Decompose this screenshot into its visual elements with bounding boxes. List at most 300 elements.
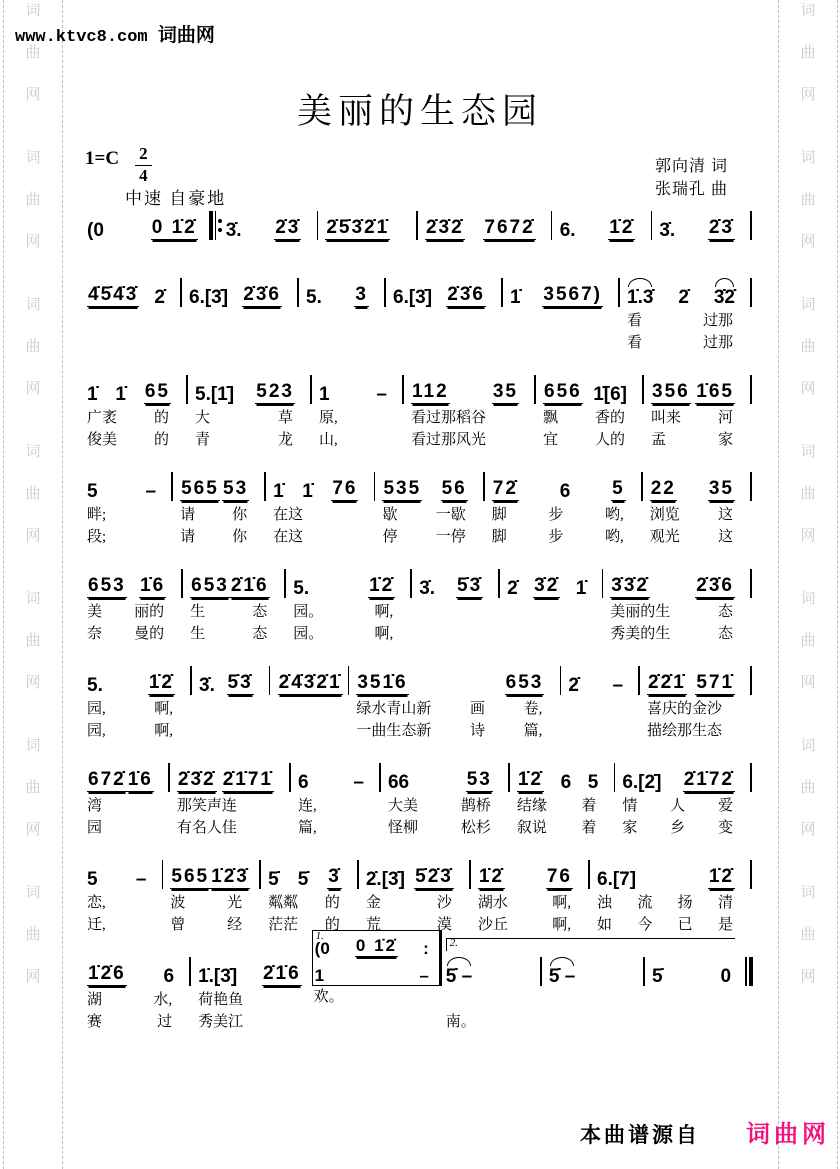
barline (374, 758, 386, 794)
notes-row (271, 467, 368, 504)
measure (650, 952, 741, 1033)
note-group: 7672̇ (484, 217, 535, 238)
barline-stroke (745, 957, 747, 986)
watermark-char: 网 (25, 822, 41, 838)
note-group: 1̇[6] (593, 384, 627, 405)
note-group: 1 (314, 966, 325, 985)
notes-row (224, 206, 312, 243)
lyric-syllable: 经 (227, 917, 243, 933)
notes-row (313, 931, 439, 958)
lyric-syllable: 如 (597, 917, 613, 933)
note-group: 2̇1̇6 (230, 575, 269, 596)
barline (411, 206, 423, 242)
barline (368, 467, 380, 503)
note-group: 1̇ (510, 287, 521, 308)
lyric-line (508, 310, 613, 332)
note-group: 1̇2̇ (148, 672, 174, 693)
notes-row (85, 564, 176, 601)
note-group: 5̇ – (445, 966, 473, 987)
barline-stroke (259, 860, 261, 889)
notes-row (323, 206, 411, 243)
note-group: 6.[7] (597, 869, 637, 890)
lyric-syllable: 已 (677, 917, 693, 933)
watermark-char: 词 (800, 738, 816, 754)
notes-row (444, 952, 535, 989)
watermark-char: 网 (800, 87, 816, 103)
system-row (85, 370, 757, 451)
second-ending-measures (444, 952, 741, 1033)
measure (296, 758, 374, 839)
note-group: 571̇ (696, 672, 735, 693)
note-group: – (419, 966, 429, 985)
barline-stroke (588, 860, 590, 889)
note-group: 66 (387, 772, 410, 793)
measure (490, 467, 636, 548)
lyric-line (386, 817, 503, 839)
lyric-syllable: 荒 (365, 917, 381, 933)
barline-stroke (189, 957, 191, 986)
lyric-line (197, 720, 264, 742)
watermark-char: 网 (800, 528, 816, 544)
barline (405, 564, 417, 600)
watermark-char: 词 (800, 444, 816, 460)
barline-stroke (181, 569, 183, 598)
barline-stroke (469, 860, 471, 889)
lyric-line (168, 914, 254, 936)
notes-row (196, 952, 312, 989)
watermark-char: 词 (800, 150, 816, 166)
barline (156, 855, 168, 891)
system-row (85, 930, 757, 1033)
barline-stroke (643, 957, 645, 986)
measure (196, 952, 312, 1033)
barline (638, 952, 650, 988)
lyric-syllable: 态 (252, 604, 268, 620)
barline (637, 370, 649, 406)
brand-name: 词曲网 (746, 1121, 830, 1148)
first-ending (312, 930, 444, 1030)
key-label: 1=C (85, 148, 120, 169)
watermark-char: 曲 (25, 927, 41, 943)
lyric-syllable: 生 (190, 604, 206, 620)
lyric-syllable: 看 (627, 335, 643, 351)
lyric-line (85, 720, 185, 742)
measure (85, 206, 208, 243)
measure (649, 370, 745, 451)
note-group: 2̇ (568, 675, 579, 696)
lyric-syllable: 湖水 (477, 895, 508, 911)
lyric-line (417, 601, 493, 623)
note-group: 2̇1̇72̇ (683, 769, 734, 790)
lyric-line (175, 795, 284, 817)
barline-stroke (651, 211, 653, 240)
barline-stroke (379, 763, 381, 792)
watermark-char: 曲 (800, 45, 816, 61)
lyric-syllable: 篇, (298, 820, 317, 836)
lyric-syllable: 广袤 (87, 410, 118, 426)
note-group: 1̇65 (696, 381, 734, 402)
barline (184, 952, 196, 988)
lyric-syllable: 飘 (543, 410, 559, 426)
watermark-char: 网 (25, 969, 41, 985)
lyric-syllable: 畔; (87, 507, 107, 523)
barline-stroke (416, 211, 418, 240)
tempo-marking: 中速 自豪地 (125, 189, 227, 208)
notes-row (380, 467, 477, 504)
notes-row (276, 661, 343, 698)
notes-row (85, 206, 208, 243)
lyric-line (85, 429, 181, 451)
note-group: 5 (587, 772, 599, 793)
lyric-syllable: 结缘 (516, 798, 547, 814)
barline (529, 370, 541, 406)
watermark-char: 词 (25, 738, 41, 754)
volta-number: 2. (449, 937, 459, 949)
lyricist-credit: 郭向清 词 (654, 158, 728, 175)
note-group: 1̇2̇ (478, 866, 504, 887)
lyric-line (566, 720, 633, 742)
note-group: – (376, 384, 387, 405)
system-row (85, 661, 757, 742)
measure (276, 661, 343, 742)
lyric-syllable: 鹊桥 (460, 798, 491, 814)
note-group: 2̇ (507, 578, 518, 599)
barline (503, 758, 515, 794)
lyric-syllable: 青 (195, 432, 211, 448)
note-group: 653 (191, 575, 229, 596)
barline (279, 564, 291, 600)
lyric-line (193, 407, 305, 429)
barline (546, 206, 558, 242)
note-group: 2̇3̇ (275, 217, 301, 238)
song-title: 美丽的生态园 (296, 92, 543, 131)
lyric-line (595, 892, 745, 914)
lyric-line (645, 720, 745, 742)
note-group: 0 1̇2̇ (355, 936, 397, 955)
barline-stroke (750, 375, 752, 404)
lyric-syllable: 啊, (374, 626, 394, 642)
note-group: 5 (87, 869, 98, 890)
measure (648, 467, 745, 548)
lyric-line (312, 986, 444, 1008)
measure (444, 952, 535, 1033)
measure (364, 855, 464, 936)
lyric-syllable: 光 (227, 895, 243, 911)
note-group: 3̇. (659, 220, 676, 241)
barline (284, 758, 296, 794)
lyric-syllable: 浏览 (649, 507, 680, 523)
lyric-syllable: 大 (195, 410, 211, 426)
note-group: 5̇ (297, 869, 309, 890)
barline (379, 273, 391, 309)
lyric-line (608, 623, 745, 645)
note-group: 2̇ (154, 287, 165, 308)
note-group: 6.[3̇] (393, 287, 433, 308)
lyric-syllable: 过 (157, 1014, 173, 1030)
measure (85, 564, 176, 645)
lyric-syllable: 曼的 (134, 626, 165, 642)
notes-row (391, 273, 496, 310)
measure (85, 952, 184, 1033)
notes-row (313, 958, 439, 985)
measure (187, 273, 292, 354)
notes-row (541, 370, 637, 407)
note-group: 2̇2̇1̇ (648, 672, 686, 693)
notes-row (620, 758, 745, 795)
lyric-line (291, 601, 405, 623)
measure (85, 370, 181, 451)
lyric-syllable: 看 (627, 313, 643, 329)
measure (423, 206, 546, 243)
lyric-line (650, 989, 741, 1011)
lyric-line (648, 526, 745, 548)
notes-row (85, 661, 185, 698)
watermark-char: 网 (800, 381, 816, 397)
lyric-line (444, 1011, 535, 1033)
lyric-line (175, 817, 284, 839)
barline-stroke (641, 472, 643, 501)
lyric-line (547, 1011, 638, 1033)
measure (595, 855, 745, 936)
lyric-syllable: 迁, (87, 917, 106, 933)
measure (505, 564, 596, 645)
note-group: 1̇2̇ (609, 217, 635, 238)
barline (342, 661, 354, 697)
note-group: 5. (87, 675, 103, 696)
lyric-line (85, 1011, 184, 1033)
lyric-syllable: 欢。 (313, 989, 344, 1005)
lyric-line (276, 720, 343, 742)
lyric-syllable: 流 (637, 895, 653, 911)
note-group: – (145, 481, 157, 502)
lyric-syllable: 着 (581, 798, 597, 814)
notes-row (608, 564, 745, 601)
barline (176, 564, 188, 600)
lyric-line (391, 310, 496, 332)
notes-row (409, 370, 529, 407)
measure (620, 758, 745, 839)
barline-stroke (186, 375, 188, 404)
barline (478, 467, 490, 503)
note-group: 35 (708, 478, 734, 499)
barline-stroke (374, 472, 376, 501)
lyric-syllable: 态 (252, 626, 268, 642)
lyric-line (85, 601, 176, 623)
barline (745, 855, 757, 891)
note-group: 2̇1̇6 (262, 963, 301, 984)
measure (515, 758, 609, 839)
notes-row (515, 758, 609, 795)
lyric-line (620, 817, 745, 839)
lyric-syllable: 有名人佳 (176, 820, 237, 836)
notes-row (423, 206, 546, 243)
lyric-syllable: 浊 (597, 895, 613, 911)
lyric-syllable: 喜庆的金沙 (647, 701, 723, 717)
notes-row (85, 370, 181, 407)
lyric-line (178, 504, 259, 526)
watermark-char: 词 (25, 150, 41, 166)
time-signature (135, 145, 152, 185)
barline-stroke (162, 860, 164, 889)
note-group: 1̇ (302, 481, 313, 502)
barline-stroke (410, 569, 412, 598)
lyric-line (196, 1011, 312, 1033)
barline-stroke (483, 472, 485, 501)
watermark-char: 网 (800, 675, 816, 691)
note-group: 3̇2̇ (534, 575, 560, 596)
barline-stroke (750, 278, 752, 307)
barline (185, 661, 197, 697)
note-group: 1̇ (575, 578, 587, 599)
measure (304, 273, 379, 354)
barline (254, 855, 266, 891)
lyric-line (85, 795, 163, 817)
measure (391, 273, 496, 354)
note-group: 653 (88, 575, 126, 596)
barline (633, 661, 645, 697)
watermark-char: 词 (800, 591, 816, 607)
barline (181, 370, 193, 406)
watermark-char: 曲 (800, 780, 816, 796)
note-group: – (612, 675, 624, 696)
watermark-char: 曲 (25, 45, 41, 61)
note-group: – (353, 772, 364, 793)
lyric-syllable: 观光 (649, 529, 680, 545)
repeat-start-barline (208, 206, 224, 242)
barline-stroke (642, 375, 644, 404)
lyric-line (85, 914, 156, 936)
note-group: 35 (492, 381, 518, 402)
notes-row (85, 952, 184, 989)
measure (188, 564, 279, 645)
barline (397, 370, 409, 406)
lyric-syllable: 叫来 (651, 410, 682, 426)
lyric-line (178, 526, 259, 548)
note-group: 2̇3̇ (708, 217, 734, 238)
measure (541, 370, 637, 451)
lyric-syllable: 沙丘 (477, 917, 508, 933)
lyric-syllable: 今 (637, 917, 653, 933)
lyric-syllable: 在这 (273, 507, 304, 523)
watermark-char: 曲 (25, 780, 41, 796)
lyric-syllable: 段; (87, 529, 107, 545)
lyric-syllable: 恋, (87, 895, 106, 911)
lyric-syllable: 的 (153, 432, 169, 448)
note-group: 2̇4̇3̇2̇1̇ (278, 672, 342, 693)
site-url: www.ktvc8.com (15, 28, 148, 47)
watermark-char: 曲 (800, 486, 816, 502)
lyric-line (317, 429, 397, 451)
note-group: 6 (163, 966, 175, 987)
barline-stroke (402, 375, 404, 404)
measure (271, 467, 368, 548)
measure (178, 467, 259, 548)
barline-stroke (618, 278, 620, 307)
lyric-syllable: 丽的 (134, 604, 165, 620)
notes-row (85, 273, 175, 310)
barline (583, 855, 595, 891)
note-group: 2̇3̇6 (696, 575, 734, 596)
lyric-syllable: 园。 (293, 626, 324, 642)
lyric-syllable: 连, (298, 798, 317, 814)
notes-row (364, 855, 464, 892)
lyric-syllable: 原, (319, 410, 338, 426)
final-barline (741, 952, 757, 988)
barline (645, 206, 657, 242)
lyric-line (193, 429, 305, 451)
note-group: 523 (256, 381, 294, 402)
watermark-char: 词 (25, 444, 41, 460)
note-group: 565 (181, 478, 219, 499)
measure (266, 855, 352, 936)
lyric-line (650, 1011, 741, 1033)
system-row (85, 564, 757, 645)
lyric-syllable: 生 (190, 626, 206, 642)
lyric-syllable: 人 (670, 798, 686, 814)
note-group: 6. (559, 220, 576, 241)
lyric-line (188, 623, 279, 645)
barline (613, 273, 625, 309)
lyric-syllable: 的 (324, 895, 340, 911)
lyric-syllable: 是 (717, 917, 733, 933)
lyric-line (304, 310, 379, 332)
lyric-syllable: 啊, (552, 917, 571, 933)
barline-stroke (284, 569, 286, 598)
lyric-syllable: 湾 (87, 798, 103, 814)
lyric-syllable: 草 (277, 410, 293, 426)
watermark-char: 曲 (800, 927, 816, 943)
notes-row (645, 661, 745, 698)
lyric-syllable: 啊, (552, 895, 571, 911)
lyric-line (649, 407, 745, 429)
watermark-char: 网 (25, 675, 41, 691)
measure (558, 206, 646, 243)
notes-row (650, 952, 741, 989)
measure (175, 758, 284, 839)
time-denominator: 4 (139, 165, 148, 185)
barline-stroke (289, 763, 291, 792)
system-row (85, 467, 757, 548)
note-group: 3̇2̇ (713, 287, 735, 308)
notes-row (476, 855, 583, 892)
lyric-syllable: 停 (382, 529, 398, 545)
lyric-syllable: 过那 (702, 335, 733, 351)
barline (163, 758, 175, 794)
note-group: 3̇. (199, 675, 215, 696)
note-group: 2̇ (678, 287, 689, 308)
measure (386, 758, 503, 839)
barline (264, 661, 276, 697)
notes-row (85, 758, 163, 795)
lyric-syllable: 金 (365, 895, 381, 911)
lyric-syllable: 家 (717, 432, 733, 448)
watermark-char: 曲 (800, 192, 816, 208)
lyric-syllable: 清 (717, 895, 733, 911)
lyric-line (85, 332, 175, 354)
watermark-char: 曲 (25, 633, 41, 649)
notes-row (558, 206, 646, 243)
watermark-char: 网 (25, 381, 41, 397)
lyric-syllable: 奈 (87, 626, 103, 642)
note-group: 1̇2̇6 (88, 963, 126, 984)
note-group: 6.[2̇] (622, 772, 662, 793)
lyric-syllable: 在这 (273, 529, 304, 545)
note-group: 5̇2̇3̇ (415, 866, 453, 887)
lyric-syllable: 的 (324, 917, 340, 933)
note-group: 56 (441, 478, 467, 499)
notes-row (85, 855, 156, 892)
lyric-syllable: 粼粼 (268, 895, 299, 911)
